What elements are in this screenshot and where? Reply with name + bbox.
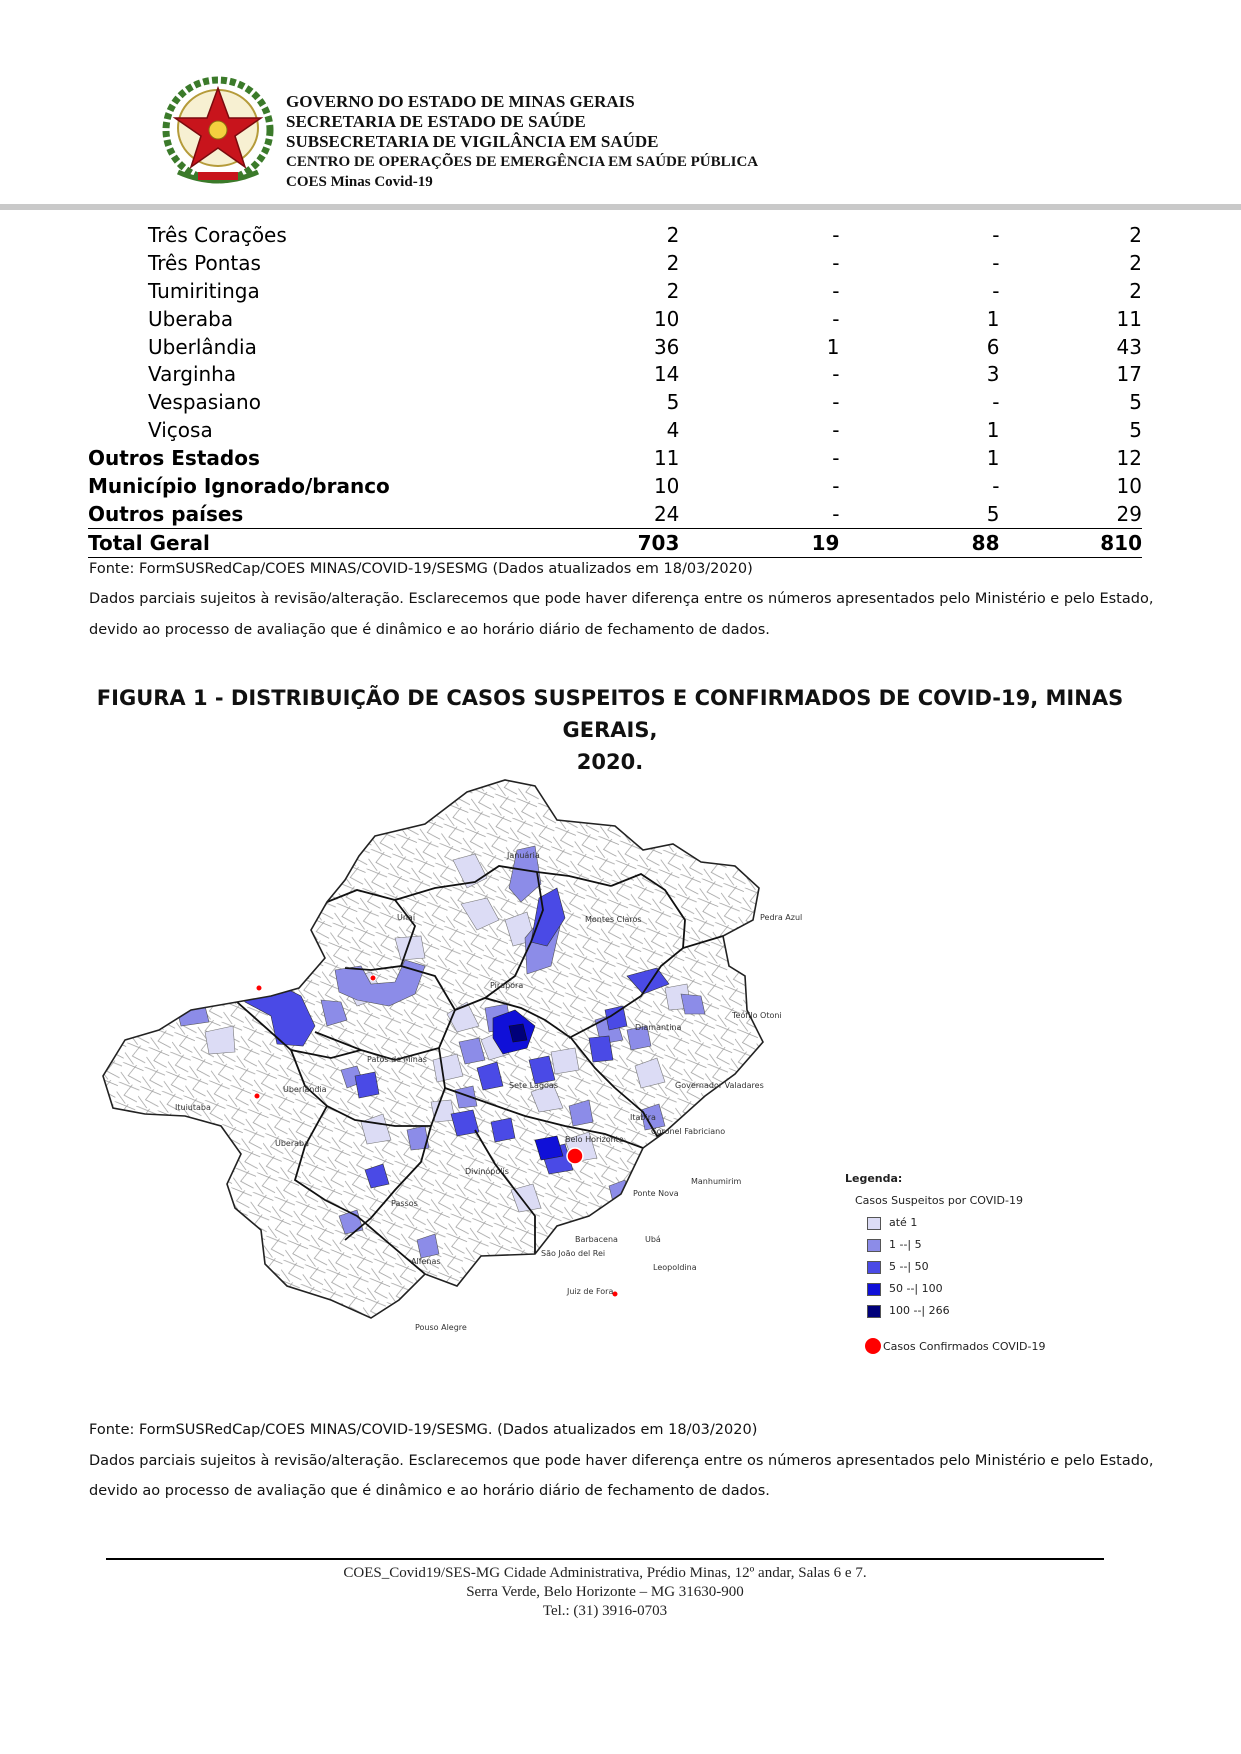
- city-label: Ponte Nova: [633, 1189, 679, 1198]
- row-value: 36: [653, 334, 680, 359]
- figure-disclaimer-line-1: Dados parciais sujeitos à revisão/alteração. Esclarecemos que pode haver diferença entre os números apresentados pelo Ministério e pelo Estado,: [89, 1453, 1154, 1469]
- city-label: Januária: [507, 851, 540, 860]
- row-value: 4: [666, 418, 680, 443]
- row-value: -: [992, 278, 1000, 303]
- table-row: [88, 472, 1142, 500]
- city-label: Passos: [391, 1199, 418, 1208]
- row-value: -: [992, 473, 1000, 498]
- legend-confirmed-label: Casos Confirmados COVID-19: [883, 1340, 1046, 1353]
- row-value: 10: [653, 306, 680, 331]
- city-label: Belo Horizonte: [565, 1135, 624, 1144]
- city-label: Sete Lagoas: [509, 1081, 559, 1090]
- row-value: 5: [1129, 390, 1142, 415]
- legend-swatch: [867, 1217, 881, 1230]
- row-value: -: [832, 418, 840, 443]
- table-disclaimer-line-1: Dados parciais sujeitos à revisão/alteração. Esclarecemos que pode haver diferença entre os números apresentados pelo Ministério e pelo Estado,: [89, 591, 1154, 607]
- city-label: Teófilo Otoni: [732, 1011, 782, 1020]
- table-row: [88, 388, 1142, 416]
- figure-title: [90, 682, 1130, 778]
- city-label: Patos de Minas: [367, 1055, 427, 1064]
- table-row: [88, 249, 1142, 277]
- table-row: [88, 221, 1142, 249]
- table-row: [88, 305, 1142, 333]
- row-value: 2: [1129, 250, 1142, 275]
- legend-swatch: [867, 1305, 881, 1318]
- figure-title-line-2: 2020.: [576, 750, 644, 774]
- header-line-3: SUBSECRETARIA DE VIGILÂNCIA EM SAÚDE: [286, 132, 659, 151]
- header-line-1: GOVERNO DO ESTADO DE MINAS GERAIS: [286, 92, 635, 111]
- footer-address-line-1: COES_Covid19/SES-MG Cidade Administrativa, Prédio Minas, 12º andar, Salas 6 e 7.: [343, 1565, 867, 1581]
- row-value: -: [832, 390, 840, 415]
- row-value: 2: [666, 222, 680, 247]
- city-label: Juiz de Fora: [567, 1287, 614, 1296]
- row-value: 29: [1116, 501, 1142, 526]
- row-value: 2: [666, 250, 680, 275]
- row-value: 1: [826, 334, 840, 359]
- row-value: 17: [1116, 362, 1142, 387]
- row-value: 1: [986, 306, 1000, 331]
- city-label: Manhumirim: [691, 1177, 742, 1186]
- row-value: 24: [653, 501, 680, 526]
- row-name: Outros Estados: [88, 446, 260, 471]
- confirmed-case-legend-icon: [865, 1338, 881, 1354]
- header-line-2: SECRETARIA DE ESTADO DE SAÚDE: [286, 112, 586, 131]
- table-row: [88, 333, 1142, 361]
- city-label: Montes Claros: [585, 915, 642, 924]
- row-value: -: [992, 390, 1000, 415]
- total-value: 703: [574, 528, 679, 557]
- city-label: Ituiutaba: [175, 1103, 211, 1112]
- city-label: Divinópolis: [465, 1167, 509, 1176]
- row-name: Uberaba: [148, 306, 234, 331]
- page-footer: [106, 1564, 1104, 1621]
- legend-swatch: [867, 1261, 881, 1274]
- city-label: Unaí: [397, 913, 416, 922]
- figure-source-note: Fonte: FormSUSRedCap/COES MINAS/COVID-19/SESMG. (Dados atualizados em 18/03/2020): [89, 1422, 758, 1438]
- table-disclaimer-line-2: devido ao processo de avaliação que é dinâmico e ao horário diário de fechamento de dados.: [89, 622, 770, 638]
- row-name: Três Pontas: [148, 250, 261, 275]
- city-label: São João del Rei: [541, 1249, 606, 1258]
- row-value: 12: [1116, 446, 1142, 471]
- city-label: Leopoldina: [653, 1263, 697, 1272]
- legend-label: 50 --| 100: [889, 1282, 943, 1295]
- minas-gerais-choropleth-map: [95, 770, 855, 1370]
- city-label: Itabira: [630, 1113, 656, 1122]
- row-value: 11: [1116, 306, 1142, 331]
- row-value: -: [992, 222, 1000, 247]
- row-value: 2: [1129, 278, 1142, 303]
- table-row: [88, 416, 1142, 444]
- footer-phone: Tel.: (31) 3916-0703: [542, 1603, 668, 1619]
- legend-label: 100 --| 266: [889, 1304, 950, 1317]
- row-value: 1: [986, 446, 1000, 471]
- legend-label: 5 --| 50: [889, 1260, 929, 1273]
- row-name: Outros países: [88, 501, 244, 526]
- city-label: Barbacena: [575, 1235, 618, 1244]
- row-value: 10: [653, 473, 680, 498]
- row-name: Município Ignorado/branco: [88, 473, 390, 498]
- row-value: 11: [653, 446, 680, 471]
- table-row: [88, 277, 1142, 305]
- map-legend: [845, 1172, 1085, 1352]
- row-value: -: [832, 278, 840, 303]
- header-line-4: CENTRO DE OPERAÇÕES DE EMERGÊNCIA EM SAÚDE PÚBLICA: [286, 154, 759, 170]
- total-value: 88: [839, 528, 999, 557]
- row-value: -: [832, 362, 840, 387]
- header-line-5: COES Minas Covid-19: [286, 174, 433, 190]
- row-value: 5: [1129, 418, 1142, 443]
- table-row: [88, 360, 1142, 388]
- city-label: Governador Valadares: [675, 1081, 764, 1090]
- city-label: Pirapora: [490, 981, 524, 990]
- row-name: Três Corações: [148, 222, 287, 247]
- city-label: Pouso Alegre: [415, 1323, 467, 1332]
- city-label: Pedra Azul: [760, 913, 803, 922]
- row-value: -: [832, 306, 840, 331]
- state-coat-of-arms-logo: [158, 72, 278, 190]
- total-label: Total Geral: [88, 528, 574, 557]
- figure-title-line-1: FIGURA 1 - DISTRIBUIÇÃO DE CASOS SUSPEITOS E CONFIRMADOS DE COVID-19, MINAS GERAIS,: [96, 686, 1124, 742]
- row-name: Uberlândia: [148, 334, 257, 359]
- table-total-row: [88, 528, 1142, 557]
- footer-address-line-2: Serra Verde, Belo Horizonte – MG 31630-900: [466, 1584, 744, 1600]
- figure-disclaimer-line-2: devido ao processo de avaliação que é dinâmico e ao horário diário de fechamento de dados.: [89, 1483, 770, 1499]
- row-value: 3: [986, 362, 1000, 387]
- city-label: Uberaba: [275, 1139, 310, 1148]
- row-value: -: [992, 250, 1000, 275]
- row-name: Tumiritinga: [148, 278, 260, 303]
- legend-subtitle: Casos Suspeitos por COVID-19: [855, 1194, 1023, 1207]
- total-value: 19: [679, 528, 839, 557]
- header-divider: [0, 204, 1241, 210]
- agency-header: [286, 92, 758, 192]
- legend-title: Legenda:: [845, 1172, 903, 1185]
- city-label: Ubá: [645, 1235, 661, 1244]
- city-label: Alfenas: [411, 1257, 441, 1266]
- city-label: Coronel Fabriciano: [651, 1127, 726, 1136]
- legend-swatch: [867, 1239, 881, 1252]
- row-value: 1: [986, 418, 1000, 443]
- belo-horizonte-confirmed-marker: [567, 1148, 583, 1164]
- row-name: Viçosa: [148, 418, 213, 443]
- row-name: Varginha: [148, 362, 237, 387]
- row-value: -: [832, 501, 840, 526]
- row-value: -: [832, 222, 840, 247]
- row-value: 10: [1116, 473, 1142, 498]
- city-label: Diamantina: [635, 1023, 682, 1032]
- row-value: 5: [986, 501, 1000, 526]
- cases-table: [88, 221, 1142, 558]
- total-value: 810: [1000, 528, 1142, 557]
- table-source-note: Fonte: FormSUSRedCap/COES MINAS/COVID-19/SESMG (Dados atualizados em 18/03/2020): [89, 561, 753, 577]
- confirmed-case-marker: [254, 1093, 260, 1099]
- row-value: 14: [653, 362, 680, 387]
- row-value: -: [832, 250, 840, 275]
- row-value: 2: [666, 278, 680, 303]
- confirmed-case-marker: [370, 975, 376, 981]
- confirmed-case-marker: [256, 985, 262, 991]
- row-value: 5: [666, 390, 680, 415]
- row-value: 43: [1116, 334, 1142, 359]
- city-label: Uberlândia: [283, 1085, 327, 1094]
- row-name: Vespasiano: [148, 390, 261, 415]
- footer-divider: [106, 1558, 1104, 1560]
- table-row: [88, 444, 1142, 472]
- table-row: [88, 500, 1142, 528]
- row-value: 6: [986, 334, 1000, 359]
- legend-label: 1 --| 5: [889, 1238, 922, 1251]
- row-value: 2: [1129, 222, 1142, 247]
- legend-label: até 1: [889, 1216, 918, 1229]
- row-value: -: [832, 446, 840, 471]
- legend-swatch: [867, 1283, 881, 1296]
- map-regions: [95, 770, 855, 1370]
- row-value: -: [832, 473, 840, 498]
